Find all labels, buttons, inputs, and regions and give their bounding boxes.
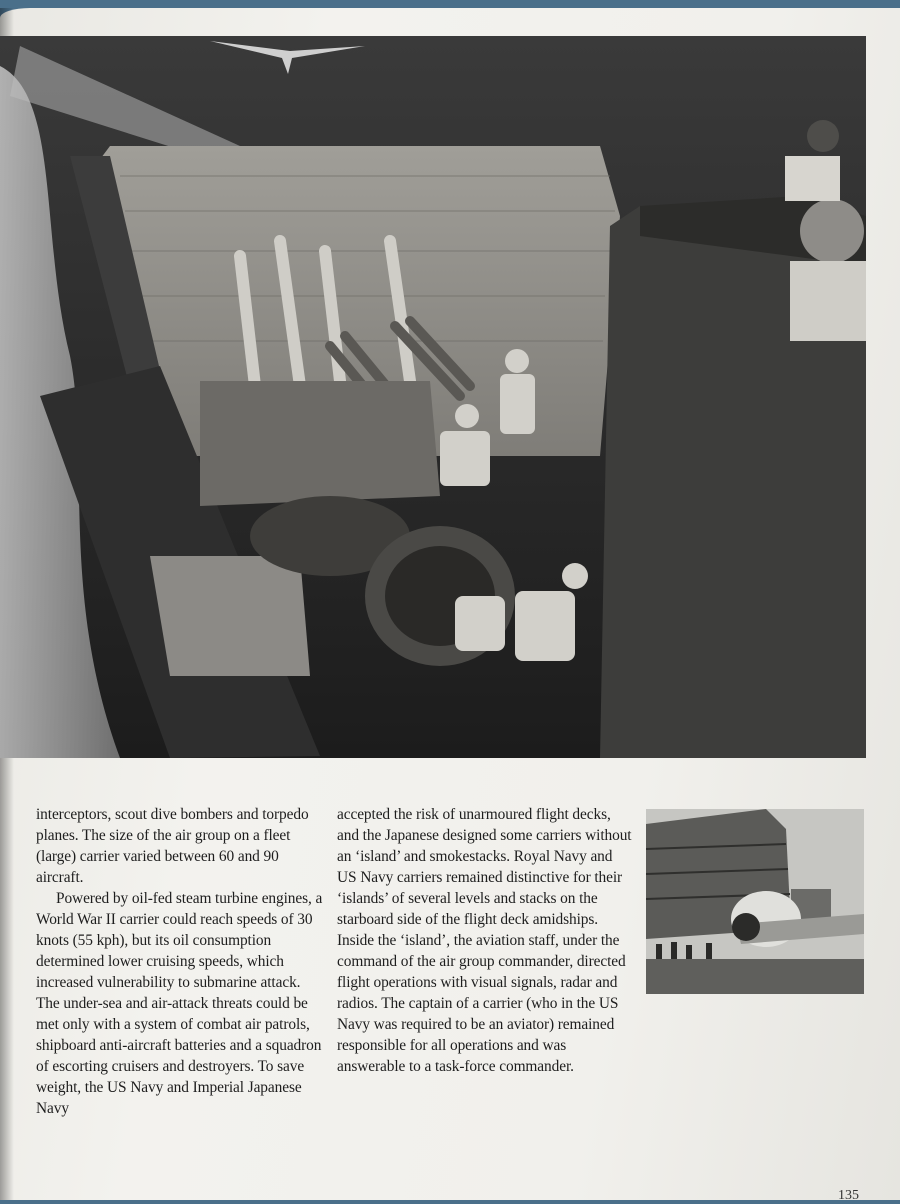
text-column-left [36,804,326,1119]
text-column-middle [337,804,633,1077]
book-page [0,8,900,1203]
paragraph: interceptors, scout dive bombers and torpedo planes. The size of the air group on a fleet (large) carrier varied between 60 and 90 aircraft. [36,806,309,886]
paragraph: accepted the risk of unarmoured flight decks, and the Japanese designed some carriers without an ‘island’ and smokestacks. Royal Navy and US Navy carriers remained distinctive for their ‘islands’ of several levels and stacks on the starboard side of the flight deck amidships. Inside the ‘island’, the aviation staff, under the command of the air group commander, directed flight operations with visual signals, radar and radios. The captain of a carrier (who in the US Navy was required to be an aviator) remained responsible for all operations and was answerable to a task-force commander. [337,806,632,1075]
paragraph: Powered by oil-fed steam turbine engines, a World War II carrier could reach speeds of 30 knots (55 kph), but its oil consumption determined lower cruising speeds, which increased vulnerability to submarine attack. The under-sea and air-attack threats could be met only with a system of combat air patrols, shipboard anti-aircraft batteries and a squadron of escorting cruisers and destroyers. To save weight, the US Navy and Imperial Japanese Navy [36,890,323,1117]
inset-photo [646,809,864,994]
page-number: 135 [838,1188,859,1203]
main-photo [0,36,866,758]
